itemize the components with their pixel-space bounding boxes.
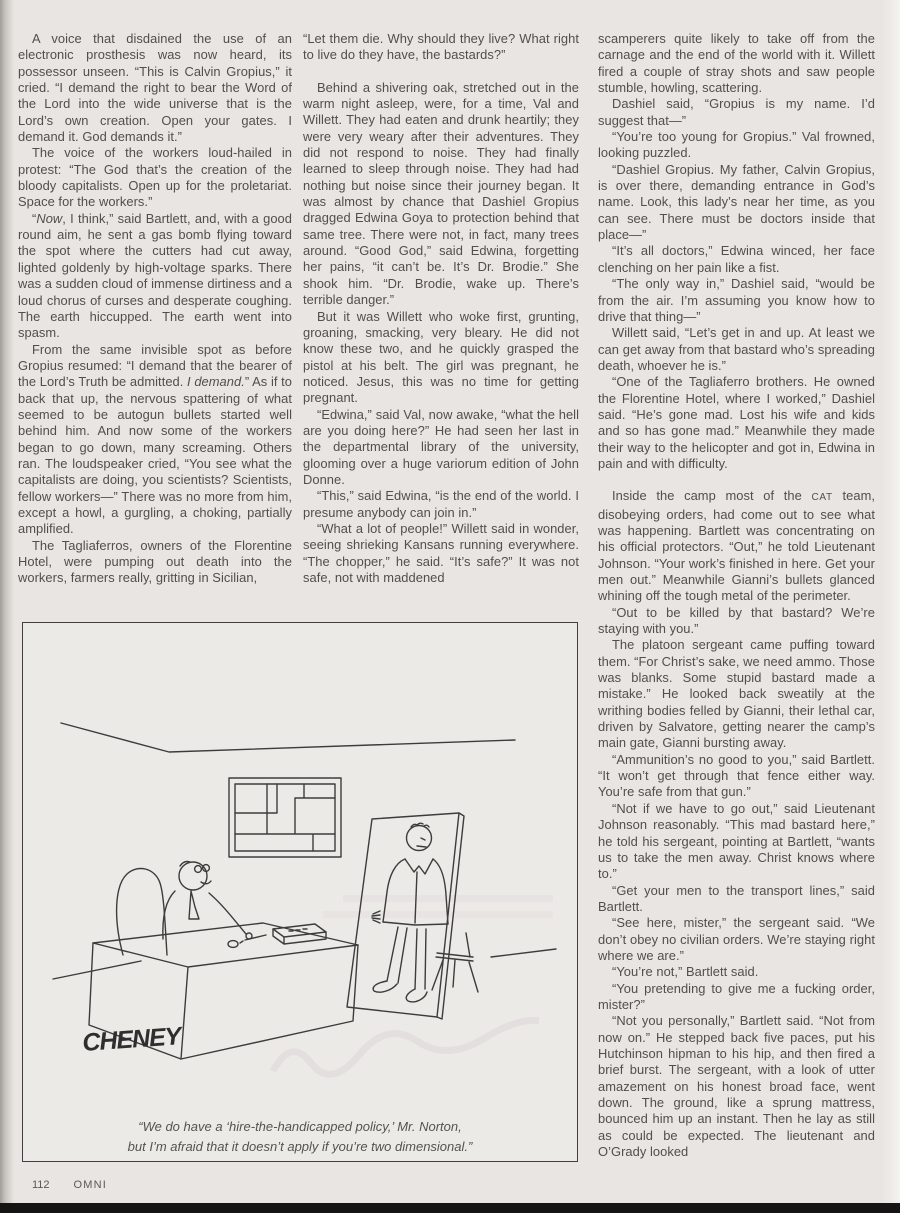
italic-text: Now (36, 210, 63, 226)
page-number: 112 (32, 1179, 50, 1191)
text-column-2 (303, 31, 579, 625)
paragraph: “What a lot of people!” Willett said in wonder, seeing shrieking Kansans running everywhere. “The chopper,” he said. “It’s safe?” It was not safe, not with maddened (303, 520, 579, 585)
cartoon-caption (23, 1117, 577, 1156)
page-footer (32, 1179, 107, 1191)
paragraph: But it was Willett who woke first, grunting, groaning, smacking, very bleary. He did not know these two, and he quickly grasped the pistol at his belt. The girl was pregnant, he noticed. Jesus, this was no time for getting pregnant. (303, 308, 579, 406)
magazine-name: OMNI (73, 1179, 108, 1191)
paragraph: Willett said, “Let’s get in and up. At least we can get away from that bastard who’s spreading death, whoever he is.” (598, 325, 875, 373)
window (229, 778, 341, 857)
paragraph: Behind a shivering oak, stretched out in the warm night asleep, were, for a time, Val and Willett. They had eaten and drunk heartily; they were very weary after their adventures. They did not respond to noise. They had finally learned to sleep through noise. They had had nothing but noise since their journey began. It was almost by chance that Dashiel Gropius dragged Edwina Goya to protection behind that same tree. There were not, in fact, many trees around. “Good God,” said Edwina, forgetting her pains, “it can’t be. It’s Dr. Brodie.” She shook him. “Dr. Brodie, wake up. There’s terrible danger.” (303, 79, 579, 308)
paragraph: “It’s all doctors,” Edwina winced, her face clenching on her pain like a fist. (598, 243, 875, 275)
text-segment: “ (32, 210, 37, 226)
bleed-through-ghost (273, 895, 553, 1074)
paragraph: “Dashiel Gropius. My father, Calvin Gropius, is over there, demanding entrance in God’s name. Look, this lady’s near her time, as you can see. There must be doctors inside that place—” (598, 161, 875, 243)
text-segment: Inside the camp most of the (612, 488, 812, 504)
text-segment: From the same invisible spot as before Gropius resumed: “I demand that the bearer of the Lord’s Truth be admitted. (18, 341, 292, 390)
paragraph: “Out to be killed by that bastard? We’re staying with you.” (598, 604, 875, 637)
italic-text: I demand. (187, 374, 245, 390)
paragraph: “See here, mister,” the sergeant said. “We don’t obey no civilian orders. We’re staying right where we are.” (598, 915, 875, 963)
paragraph: “You pretending to give me a fucking order, mister?” (598, 980, 875, 1012)
paragraph: Dashiel said, “Gropius is my name. I’d suggest that—” (598, 96, 875, 128)
text-segment: ” As if to back that up, the nervous spattering of what seemed to be autogun bullets started well behind him. And now some of the workers began to go down, many screaming. Others ran. The loudspeaker cried, “You see what the capitalists are doing, you scientists? Scientists, fellow workers—” There was no more from him, except a howl, a gurgling, a choking, partially amplified. (18, 374, 292, 537)
paragraph: “The only way in,” Dashiel said, “would be from the air. I’m assuming you know how to drive that thing—” (598, 276, 875, 324)
paragraph: “Edwina,” said Val, now awake, “what the hell are you doing here?” He had seen her last in the departmental library of the university, glooming over a huge variorum edition of John Donne. (303, 406, 579, 487)
paragraph: “You’re not,” Bartlett said. (612, 964, 759, 980)
scan-bottom-strip (0, 1203, 900, 1213)
paragraph: The voice of the workers loud-hailed in protest: “The God that’s the creation of the bloody capitalists. Open up for the proletariat. Space for the workers.” (18, 145, 292, 210)
room-ceiling-lines (61, 723, 515, 752)
smallcaps-text: CAT (811, 492, 833, 504)
cartoon-panel (22, 622, 578, 1162)
office-chair-left (117, 868, 167, 955)
paragraph: “Not you personally,” Bartlett said. “Not from now on.” He stepped back five paces, put his Hutchinson hipman to his hip, and then fired a brief burst. The sergeant, with a look of utter amazement on his honest broad face, went down. The ground, like a sprung mattress, bounced him up an instant. Then he lay as still as could be expected. The lieutenant and O’Grady looked (598, 1013, 875, 1160)
desk-items (228, 924, 326, 947)
text-column-1 (18, 31, 292, 625)
scan-left-edge-shadow (0, 0, 14, 1213)
paragraph (18, 211, 292, 342)
caption-line-2: but I’m afraid that it doesn’t apply if you’re two dimensional.” (127, 1138, 473, 1154)
text-segment: , I think,” said Bartlett, and, with a good round aim, he sent a gas bomb flying toward the spot where the cutters had cut away, lighted goldenly by high-voltage sparks. There was a sudden cloud of immense dirtiness and a loud chorus of curses and desperate coughing. The earth hiccupped. The earth went into spasm. (18, 210, 292, 341)
side-chair-right (432, 933, 478, 992)
cartoon-drawing (23, 623, 576, 1160)
cartoonist-signature: CHENEY (81, 1022, 182, 1057)
boss-figure (163, 862, 252, 940)
paragraph (598, 488, 875, 604)
paragraph: scamperers quite likely to take off from the carnage and the end of the world with it. Willett fired a couple of stray shots and saw people stumble, howling, scattering. (598, 31, 875, 96)
text-column-3 (598, 31, 875, 1171)
paragraph: A voice that disdained the use of an electronic prosthesis was now heard, its possessor unseen. “This is Calvin Gropius,” it cried. “I demand the right to bear the Word of the Lord into the wide universe that is the Lord’s own creation. Open your gates. I demand it. God demands it.” (18, 31, 292, 145)
scan-right-edge-highlight (882, 0, 900, 1213)
paragraph: “Ammunition’s no good to you,” said Bartlett. “It won’t get through that fence either way. You’re safe from that gun.” (598, 751, 875, 800)
paragraph: “Not if we have to go out,” said Lieutenant Johnson reasonably. “This mad bastard here,” he told his sergeant, pointing at Bartlett, “wants us to take the men away. Christ knows where to.” (598, 800, 875, 882)
paragraph: The platoon sergeant came puffing toward them. “For Christ’s sake, we need ammo. Those was blanks. Some stupid bastard made a mistake.” He looked back sweatily at the writhing bodies felled by Gianni, their lethal car, driven by Salvatore, getting nearer the camp’s main gate, Gianni bursting away. (598, 637, 875, 751)
paragraph: “You’re too young for Gropius.” Val frowned, looking puzzled. (598, 129, 875, 161)
paragraph: “Get your men to the transport lines,” said Bartlett. (598, 882, 875, 914)
paragraph (18, 342, 292, 538)
paragraph: “Let them die. Why should they live? What right to live do they have, the bastards?” (303, 31, 579, 63)
paragraph: “This,” said Edwina, “is the end of the world. I presume anybody can join in.” (303, 488, 579, 520)
paragraph: The Tagliaferros, owners of the Florentine Hotel, were pumping out death into the workers, farmers really, gritting in Sicilian, (18, 537, 292, 586)
floor-lines (53, 949, 556, 979)
paragraph: “One of the Tagliaferro brothers. He owned the Florentine Hotel, where I worked,” Dashiel said. “He’s gone mad. Lost his wife and kids and so has gone mad.” Meanwhile they made their way to the helicopter and got in, Edwina in pain and with difficulty. (598, 374, 875, 471)
caption-line-1: “We do have a ‘hire-the-handicapped policy,’ Mr. Norton, (138, 1119, 462, 1134)
text-segment: team, disobeying orders, had come out to see what was happening. Bartlett was concentrating on his official protectors. “Out,” he told Lieutenant Johnson. “Your work’s finished in here. Get your men out.” Meanwhile Gianni’s bullets glanced whining off the tough metal of the perimeter. (598, 488, 875, 604)
